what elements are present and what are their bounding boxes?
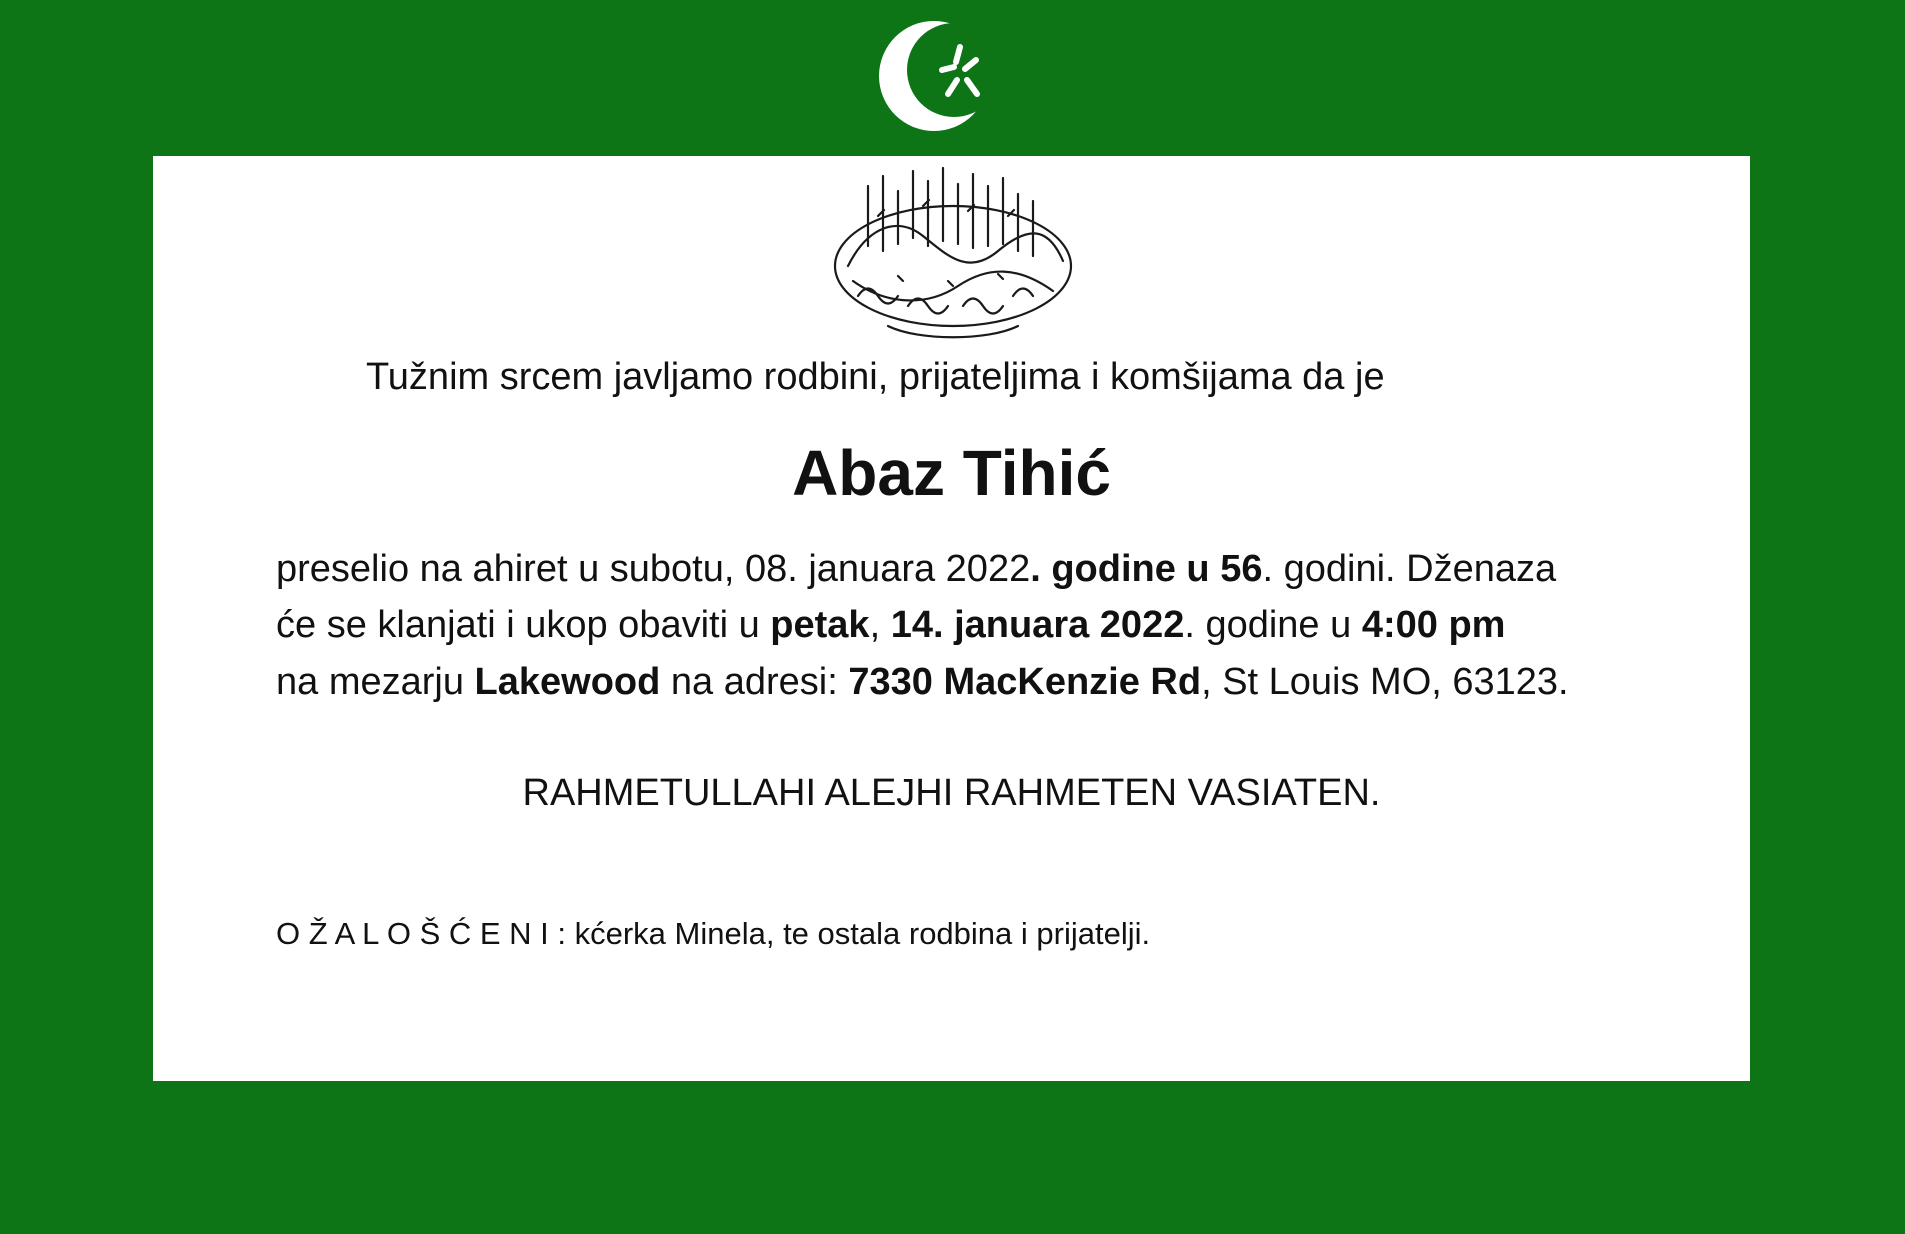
arabic-calligraphy-icon <box>828 156 1078 346</box>
age-value: 56 <box>1220 548 1263 590</box>
deceased-name: Abaz Tihić <box>792 437 1111 509</box>
text-segment: na adresi: <box>660 661 849 703</box>
text-segment-bold: . godine u <box>1030 548 1221 590</box>
prayer-text: RAHMETULLAHI ALEJHI RAHMETEN VASIATEN. <box>522 772 1381 814</box>
city-address: , St Louis MO, 63123. <box>1201 661 1569 703</box>
text-segment: će se klanjati i ukop obaviti u <box>276 604 771 646</box>
paragraph-line-1 <box>276 548 1556 591</box>
paragraph-line-2 <box>276 604 1505 647</box>
crescent-star-icon <box>872 12 1012 140</box>
notice-card <box>153 156 1750 1081</box>
text-segment: . godini. Dženaza <box>1262 548 1557 590</box>
funeral-date: 14. januara 2022 <box>890 604 1185 646</box>
funeral-day: petak <box>770 604 870 646</box>
text-segment: na mezarju <box>276 661 475 703</box>
mourners-text: O Ž A L O Š Ć E N I : kćerka Minela, te ostala rodbina i prijatelji. <box>276 916 1151 951</box>
text-segment: . godine u <box>1184 604 1362 646</box>
intro-text: Tužnim srcem javljamo rodbini, prijateljima i komšijama da je <box>366 356 1385 398</box>
street-address: 7330 MacKenzie Rd <box>848 661 1202 703</box>
paragraph-line-3 <box>276 661 1569 704</box>
text-segment: preselio na ahiret u subotu, 08. januara 2022 <box>276 548 1031 590</box>
funeral-time: 4:00 pm <box>1361 604 1506 646</box>
text-segment: , <box>869 604 891 646</box>
cemetery-name: Lakewood <box>474 661 661 703</box>
